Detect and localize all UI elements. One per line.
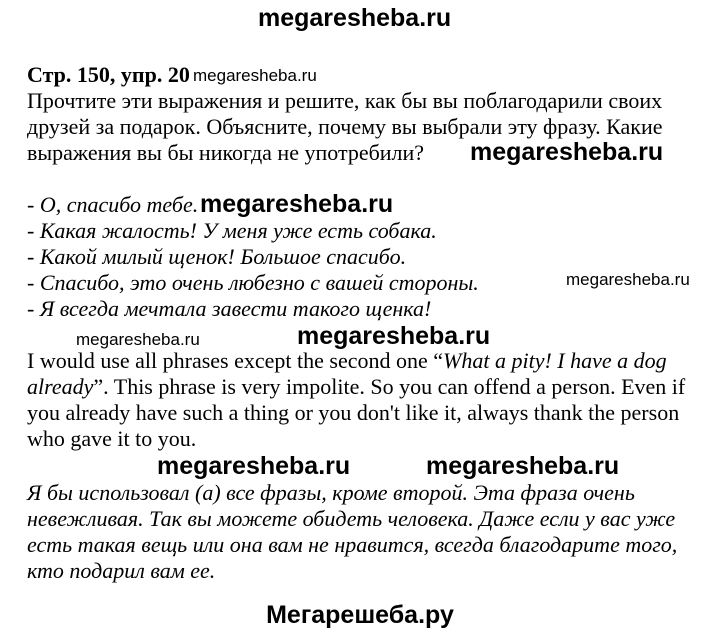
answer-en-line-2 [27,374,685,400]
exercise-heading: Стр. 150, упр. 20 [27,62,190,87]
answer-ru-line-1: Я бы использовал (а) все фразы, кроме второй. Эта фраза очень [27,480,635,505]
answer-ru-line-4: кто подарил вам ее. [27,558,216,583]
watermark-phrases: megaresheba.ru [200,190,394,218]
watermark-bottom: Мегарешеба.ру [266,601,454,629]
task-line-3: выражения вы бы никогда не употребили? [27,140,425,165]
answer-en-line-1 [27,348,667,374]
answer-ru-line-3: есть такая вещь или она вам не нравится, всегда благодарите того, [27,532,678,557]
answer-en-line-4: who gave it to you. [27,426,197,451]
phrase-5: - Я всегда мечтала завести такого щенка! [27,296,432,321]
answer-en-start: I would use all phrases except the second one “ [27,348,444,373]
task-line-2: друзей за подарок. Объясните, почему вы выбрали эту фразу. Какие [27,114,663,139]
answer-en-rest: ”. This phrase is very impolite. So you can offend a person. Even if [93,374,686,399]
phrase-4: - Спасибо, это очень любезно с вашей стороны. [27,270,479,295]
task-line-1: Прочтите эти выражения и решите, как бы вы поблагодарили своих [27,88,663,113]
watermark-task: megaresheba.ru [470,138,664,166]
watermark-ru-left: megaresheba.ru [157,452,351,480]
phrase-3: - Какой милый щенок! Большое спасибо. [27,244,407,269]
watermark-answer: megaresheba.ru [297,322,491,350]
answer-en-line-3: you already have such a thing or you don't like it, always thank the person [27,400,680,425]
watermark-small-right: megaresheba.ru [566,270,690,289]
answer-ru-line-2: невежливая. Так вы можете обидеть человека. Даже если у вас уже [27,506,676,531]
answer-en-quote: What a pity! I have a dog [443,348,667,373]
watermark-small-left: megaresheba.ru [76,330,200,349]
phrase-2: - Какая жалость! У меня уже есть собака. [27,218,437,243]
answer-en-quote-end: already [27,374,94,399]
watermark-ru-right: megaresheba.ru [426,452,620,480]
watermark-top: megaresheba.ru [258,4,452,32]
watermark-small-heading: megaresheba.ru [193,66,317,85]
phrase-1: - О, спасибо тебе. [27,192,199,217]
